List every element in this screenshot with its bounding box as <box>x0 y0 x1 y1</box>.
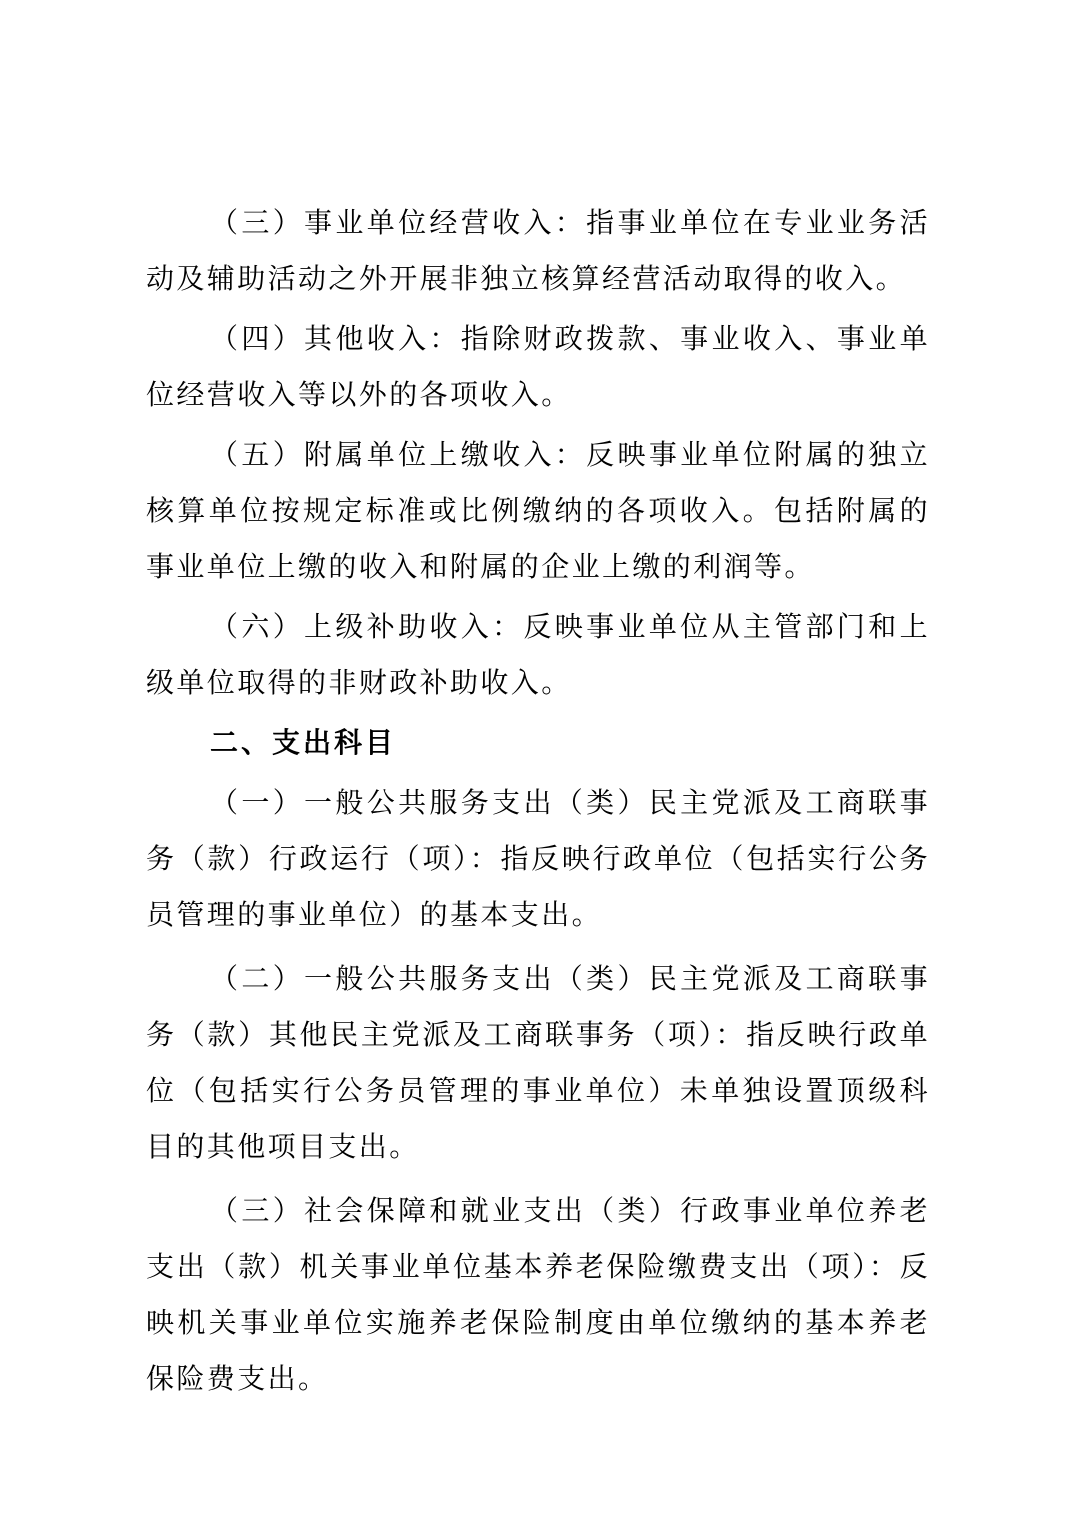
expense-item-other-party-affairs: （二）一般公共服务支出（类）民主党派及工商联事务（款）其他民主党派及工商联事务（项）：指反映行政单位（包括实行公务员管理的事业单位）未单独设置顶级科目的其他项目支出。 <box>146 962 930 1163</box>
income-item-affiliate-remittance: （五）附属单位上缴收入：反映事业单位附属的独立核算单位按规定标准或比例缴纳的各项收入。包括附属的事业单位上缴的收入和附属的企业上缴的利润等。 <box>146 438 930 583</box>
expense-item-pension-contribution: （三）社会保障和就业支出（类）行政事业单位养老支出（款）机关事业单位基本养老保险缴费支出（项）：反映机关事业单位实施养老保险制度由单位缴纳的基本养老保险费支出。 <box>146 1194 930 1395</box>
income-item-superior-subsidy: （六）上级补助收入：反映事业单位从主管部门和上级单位取得的非财政补助收入。 <box>146 610 930 699</box>
expense-item-admin-operation: （一）一般公共服务支出（类）民主党派及工商联事务（款）行政运行（项）：指反映行政单位（包括实行公务员管理的事业单位）的基本支出。 <box>146 786 930 931</box>
income-item-other-income: （四）其他收入：指除财政拨款、事业收入、事业单位经营收入等以外的各项收入。 <box>146 322 930 411</box>
document-page <box>146 195 930 1411</box>
income-item-business-income: （三）事业单位经营收入：指事业单位在专业业务活动及辅助活动之外开展非独立核算经营活动取得的收入。 <box>146 206 930 295</box>
section-heading-expenses: 二、支出科目 <box>210 726 397 759</box>
